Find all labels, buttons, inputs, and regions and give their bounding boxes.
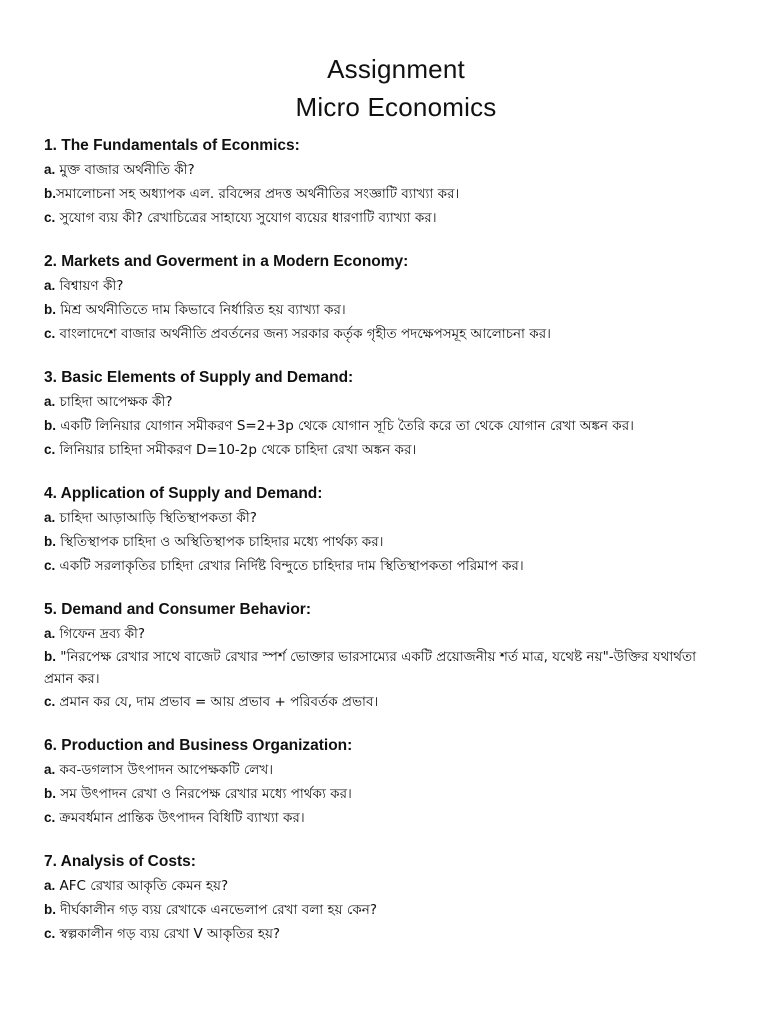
question-item	[44, 922, 728, 946]
question-item	[44, 646, 728, 690]
section-heading: 7. Analysis of Costs:	[44, 853, 196, 870]
question-label: a.	[44, 278, 56, 293]
question-item	[44, 390, 728, 414]
question-text: লিনিয়ার চাহিদা সমীকরণ D=10-2p থেকে চাহিদা রেখা অঙ্কন কর।	[55, 442, 417, 458]
question-item	[44, 158, 728, 182]
question-text: প্রমান কর যে, দাম প্রভাব = আয় প্রভাব + পরিবর্তক প্রভাব।	[55, 694, 379, 710]
section-1	[44, 134, 728, 230]
question-item	[44, 438, 728, 462]
question-text: ক্রমবর্ধমান প্রান্তিক উৎপাদন বিধিটি ব্যাখ্যা কর।	[55, 810, 305, 826]
section-7	[44, 850, 728, 946]
question-label: c.	[44, 326, 56, 341]
question-label: b.	[44, 186, 56, 201]
question-item	[44, 414, 728, 438]
section-heading: 1. The Fundamentals of Econmics:	[44, 137, 300, 154]
question-label: c.	[44, 210, 56, 225]
question-item	[44, 874, 728, 898]
question-item	[44, 758, 728, 782]
question-label: c.	[44, 694, 56, 709]
section-5	[44, 598, 728, 714]
question-text: গিফেন দ্রব্য কী?	[55, 626, 146, 642]
question-text: একটি লিনিয়ার যোগান সমীকরণ S=2+3p থেকে যোগান সূচি তৈরি করে তা থেকে যোগান রেখা অঙ্কন কর।	[56, 418, 634, 434]
question-text: একটি সরলাকৃতির চাহিদা রেখার নির্দিষ্ট বিন্দুতে চাহিদার দাম স্থিতিস্থাপকতা পরিমাপ কর।	[55, 558, 524, 574]
question-item	[44, 298, 728, 322]
page-subtitle: Micro Economics	[295, 92, 497, 122]
question-text: মিশ্র অর্থনীতিতে দাম কিভাবে নির্ধারিত হয় ব্যাখ্যা কর।	[56, 302, 346, 318]
question-text: "নিরপেক্ষ রেখার সাথে বাজেট রেখার স্পর্শ ভোক্তার ভারসাম্যের একটি প্রয়োজনীয় শর্ত মাত্র, যথেষ্ট নয়"-উক্তির যথার্থতা প্রমান কর।	[44, 649, 697, 687]
section-heading: 3. Basic Elements of Supply and Demand:	[44, 369, 354, 386]
question-item	[44, 898, 728, 922]
section-6	[44, 734, 728, 830]
question-text: কব-ডগলাস উৎপাদন আপেক্ষকটি লেখ।	[55, 762, 274, 778]
question-text: সুযোগ ব্যয় কী? রেখাচিত্রের সাহায্যে সুযোগ ব্যয়ের ধারণাটি ব্যাখ্যা কর।	[55, 210, 437, 226]
question-text: সমালোচনা সহ অধ্যাপক এল. রবিন্সের প্রদত্ত অর্থনীতির সংজ্ঞাটি ব্যাখ্যা কর।	[56, 186, 460, 202]
section-heading: 5. Demand and Consumer Behavior:	[44, 601, 312, 618]
question-label: c.	[44, 810, 56, 825]
question-text: AFC রেখার আকৃতি কেমন হয়?	[55, 878, 229, 894]
section-heading: 6. Production and Business Organization:	[44, 737, 353, 754]
question-label: a.	[44, 510, 56, 525]
question-label: b.	[44, 302, 56, 317]
question-label: c.	[44, 442, 56, 457]
question-label: a.	[44, 394, 56, 409]
question-label: a.	[44, 762, 56, 777]
question-label: b.	[44, 418, 56, 433]
question-label: c.	[44, 558, 56, 573]
question-item	[44, 782, 728, 806]
section-heading: 4. Application of Supply and Demand:	[44, 485, 323, 502]
section-4	[44, 482, 728, 578]
question-item	[44, 206, 728, 230]
question-text: সম উৎপাদন রেখা ও নিরপেক্ষ রেখার মধ্যে পার্থক্য কর।	[56, 786, 352, 802]
section-3	[44, 366, 728, 462]
question-text: চাহিদা আড়াআড়ি স্থিতিস্থাপকতা কী?	[55, 510, 257, 526]
question-label: b.	[44, 902, 56, 917]
question-label: b.	[44, 786, 56, 801]
page-title: Assignment	[327, 54, 465, 84]
question-text: মুক্ত বাজার অর্থনীতি কী?	[55, 162, 195, 178]
question-text: চাহিদা আপেক্ষক কী?	[55, 394, 173, 410]
question-item	[44, 806, 728, 830]
question-text: স্থিতিস্থাপক চাহিদা ও অস্থিতিস্থাপক চাহিদার মধ্যে পার্থক্য কর।	[56, 534, 384, 550]
question-item	[44, 322, 728, 346]
question-item	[44, 274, 728, 298]
question-text: বিশ্বায়ণ কী?	[55, 278, 124, 294]
section-heading: 2. Markets and Goverment in a Modern Economy:	[44, 253, 409, 270]
question-item	[44, 554, 728, 578]
question-text: বাংলাদেশে বাজার অর্থনীতি প্রবর্তনের জন্য সরকার কর্তৃক গৃহীত পদক্ষেপসমূহ আলোচনা কর।	[55, 326, 551, 342]
question-label: a.	[44, 878, 56, 893]
section-2	[44, 250, 728, 346]
question-text: স্বল্পকালীন গড় ব্যয় রেখা V আকৃতির হয়?	[55, 926, 281, 942]
question-label: b.	[44, 534, 56, 549]
question-label: c.	[44, 926, 56, 941]
question-label: a.	[44, 626, 56, 641]
question-text: দীর্ঘকালীন গড় ব্যয় রেখাকে এনভেলাপ রেখা বলা হয় কেন?	[56, 902, 377, 918]
question-item	[44, 506, 728, 530]
title-block	[64, 50, 728, 126]
question-item	[44, 530, 728, 554]
question-label: b.	[44, 649, 56, 664]
question-item	[44, 182, 728, 206]
question-item	[44, 690, 728, 714]
question-label: a.	[44, 162, 56, 177]
question-item	[44, 622, 728, 646]
